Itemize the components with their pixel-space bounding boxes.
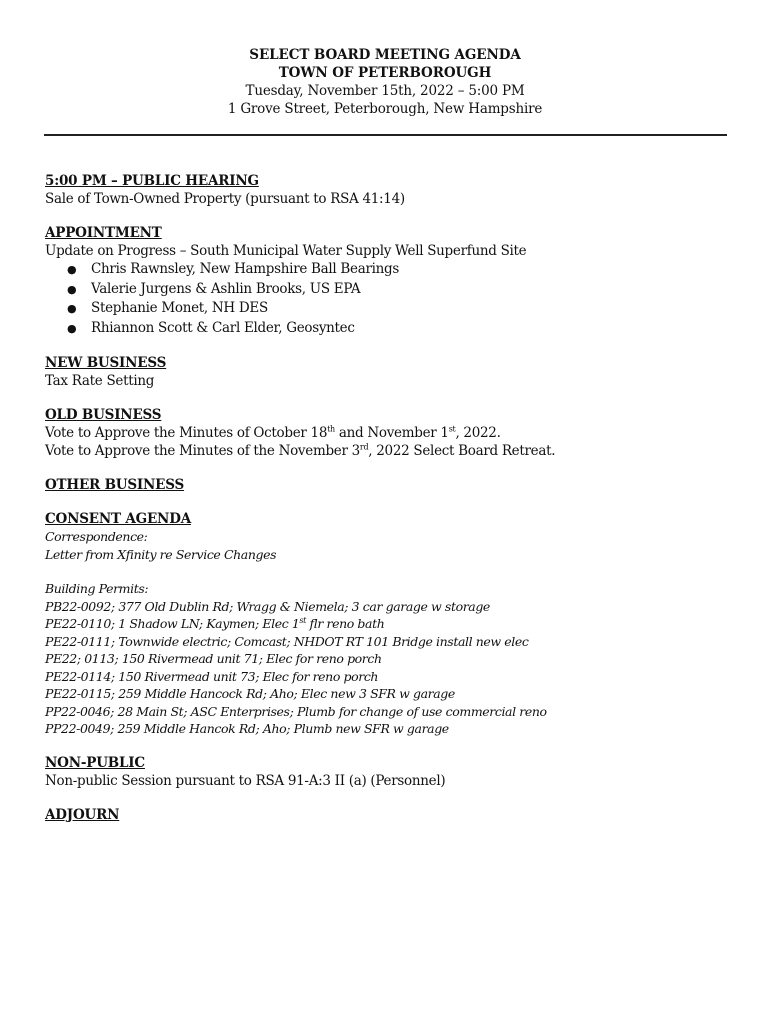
public-hearing-heading: 5:00 PM – PUBLIC HEARING [45, 173, 259, 189]
adjourn-heading: ADJOURN [45, 806, 120, 823]
list-item [67, 299, 735, 319]
other-business-section [45, 476, 735, 494]
other-business-heading: OTHER BUSINESS [45, 477, 185, 493]
agenda-header [0, 46, 770, 118]
appointment-list [45, 260, 735, 338]
correspondence-item: Letter from Xfinity re Service Changes [45, 546, 277, 562]
minutes-vote-text: , 2022. [455, 425, 501, 441]
meeting-address: 1 Grove Street, Peterborough, New Hampshire [227, 101, 543, 117]
permit-item: PE22-0111; Townwide electric; Comcast; NHDOT RT 101 Bridge install new elec [45, 633, 529, 649]
appointment-section [45, 224, 735, 338]
bullet-icon: ● [67, 282, 77, 296]
permit-item: PP22-0049; 259 Middle Hancok Rd; Aho; Plumb new SFR w garage [45, 721, 449, 736]
retreat-vote-text: , 2022 Select Board Retreat. [368, 443, 556, 459]
list-item [67, 260, 735, 280]
new-business-text: Tax Rate Setting [45, 373, 155, 389]
old-business-section [45, 406, 735, 460]
list-item [67, 280, 735, 300]
new-business-heading: NEW BUSINESS [45, 355, 167, 371]
town-name: TOWN OF PETERBOROUGH [278, 65, 492, 81]
ordinal-suffix: st [448, 424, 456, 434]
list-item-text: Rhiannon Scott & Carl Elder, Geosyntec [91, 319, 355, 336]
permit-item: PE22-0115; 259 Middle Hancock Rd; Aho; Elec new 3 SFR w garage [45, 686, 455, 701]
public-hearing-section [45, 172, 735, 208]
appointment-heading: APPOINTMENT [45, 225, 162, 241]
bullet-icon: ● [67, 263, 77, 276]
retreat-minutes-vote-line [45, 442, 735, 460]
non-public-section [45, 754, 735, 790]
permit-item: PE22-0114; 150 Rivermead unit 73; Elec for reno porch [45, 668, 379, 684]
permit-text: flr reno bath [305, 616, 385, 631]
agenda-body [45, 172, 735, 840]
spacer [45, 563, 735, 580]
bullet-icon: ● [67, 321, 77, 335]
permit-item: PP22-0046; 28 Main St; ASC Enterprises; Plumb for change of use commercial reno [45, 703, 547, 719]
list-item-text: Stephanie Monet, NH DES [91, 300, 268, 316]
header-divider [44, 134, 727, 136]
public-hearing-text: Sale of Town-Owned Property (pursuant to RSA 41:14) [45, 191, 405, 207]
non-public-heading: NON-PUBLIC [45, 754, 145, 771]
meeting-date: Tuesday, November 15th, 2022 – 5:00 PM [245, 83, 525, 99]
agenda-title: SELECT BOARD MEETING AGENDA [249, 47, 521, 63]
permit-item: PB22-0092; 377 Old Dublin Rd; Wragg & Niemela; 3 car garage w storage [45, 598, 490, 614]
non-public-text: Non-public Session pursuant to RSA 91-A:3 II (a) (Personnel) [45, 772, 446, 789]
old-business-heading: OLD BUSINESS [45, 407, 162, 423]
consent-agenda-heading: CONSENT AGENDA [45, 511, 191, 527]
appointment-text: Update on Progress – South Municipal Water Supply Well Superfund Site [45, 243, 527, 259]
permit-item [45, 615, 735, 633]
consent-agenda-section [45, 510, 735, 738]
retreat-vote-text: Vote to Approve the Minutes of the November 3 [45, 443, 360, 459]
bullet-icon: ● [67, 302, 77, 315]
permit-item: PE22; 0113; 150 Rivermead unit 71; Elec for reno porch [45, 651, 382, 666]
ordinal-suffix: st [299, 615, 306, 625]
minutes-vote-line [45, 424, 735, 442]
ordinal-suffix: th [327, 424, 335, 434]
ordinal-suffix: rd [359, 442, 369, 452]
new-business-section [45, 354, 735, 390]
list-item [67, 319, 735, 339]
correspondence-label: Correspondence: [45, 529, 148, 544]
permit-text: PE22-0110; 1 Shadow LN; Kaymen; Elec 1 [45, 616, 300, 631]
minutes-vote-text: Vote to Approve the Minutes of October 18 [45, 425, 328, 441]
adjourn-section [45, 806, 735, 824]
minutes-vote-text: and November 1 [334, 425, 449, 441]
building-permits-label: Building Permits: [45, 581, 149, 596]
list-item-text: Chris Rawnsley, New Hampshire Ball Bearings [91, 261, 400, 277]
list-item-text: Valerie Jurgens & Ashlin Brooks, US EPA [91, 280, 361, 297]
